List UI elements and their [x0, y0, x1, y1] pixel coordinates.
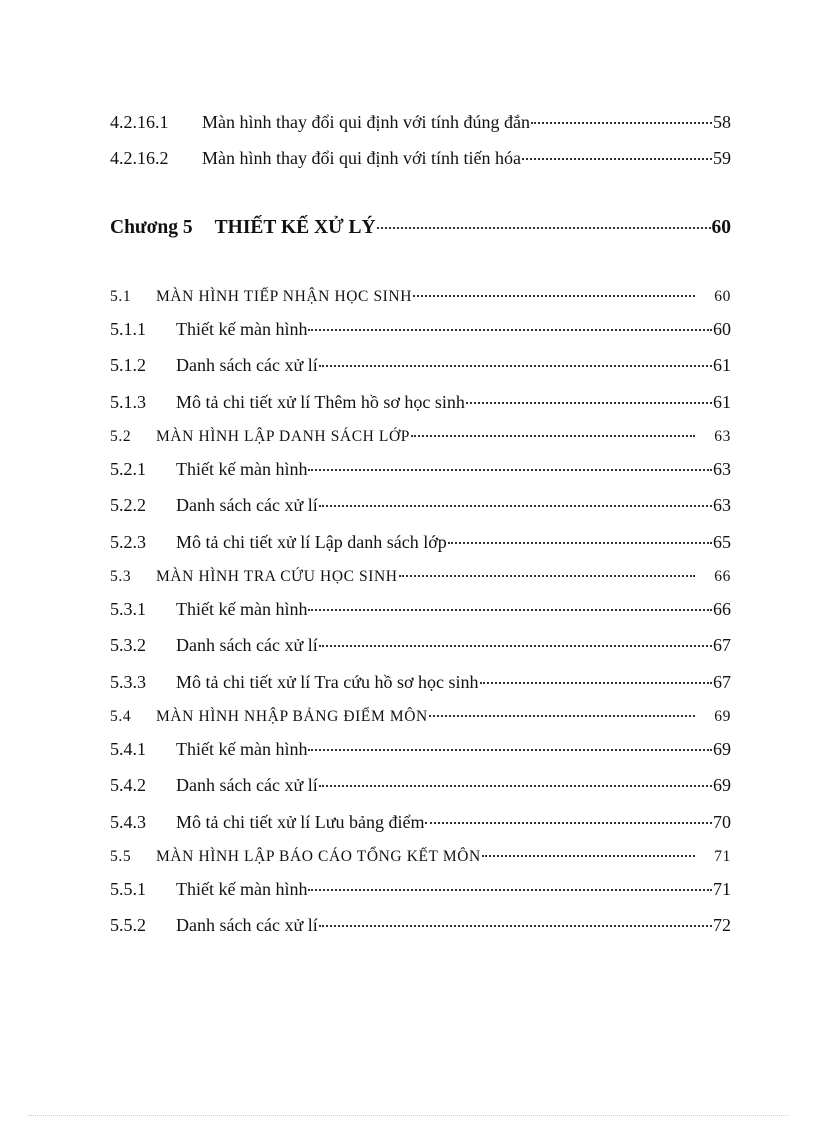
toc-entry-title: MÀN HÌNH TRA CỨU HỌC SINH: [156, 568, 398, 585]
dot-leader: [411, 435, 695, 437]
dot-leader: [429, 715, 695, 717]
toc-entry-page: 60: [714, 288, 731, 305]
toc-entry-page: 67: [713, 672, 731, 692]
dot-leader: [448, 542, 712, 544]
toc-entry-5-5-1[interactable]: [110, 878, 731, 900]
toc-entry-page: 63: [713, 459, 731, 479]
dot-leader: [308, 749, 712, 751]
dot-leader: [399, 575, 696, 577]
toc-entry-number: 5.2: [110, 428, 132, 445]
dot-leader: [425, 822, 712, 824]
toc-entry-5-4[interactable]: [110, 706, 731, 728]
toc-entry-number: 5.1: [110, 288, 132, 305]
toc-entry-page: 66: [713, 599, 731, 619]
toc-entry-5-1-3[interactable]: [110, 391, 731, 413]
toc-entry-page: 58: [713, 112, 731, 132]
toc-entry-5-1-2[interactable]: [110, 354, 731, 376]
toc-entry-title: MÀN HÌNH LẬP DANH SÁCH LỚP: [156, 428, 410, 445]
dot-leader: [531, 122, 712, 124]
toc-entry-title: Thiết kế màn hình: [176, 319, 308, 339]
toc-entry-number: 5.4.2: [110, 775, 146, 795]
toc-entry-title: Thiết kế màn hình: [176, 739, 308, 759]
toc-entry-page: 72: [713, 915, 731, 935]
toc-entry-page: 59: [713, 148, 731, 168]
dot-leader: [319, 505, 712, 507]
toc-entry-5-1-1[interactable]: [110, 318, 731, 340]
toc-entry-5-3[interactable]: [110, 566, 731, 588]
toc-entry-5-4-3[interactable]: [110, 811, 731, 833]
toc-entry-number: 5.4.3: [110, 812, 146, 832]
toc-entry-5-3-1[interactable]: [110, 598, 731, 620]
toc-entry-title: MÀN HÌNH NHẬP BẢNG ĐIỂM MÔN: [156, 708, 428, 725]
toc-entry-number: 5.3.3: [110, 672, 146, 692]
toc-entry-page: 67: [713, 635, 731, 655]
dot-leader: [466, 402, 712, 404]
toc-entry-title: Danh sách các xử lí: [176, 775, 318, 795]
toc-entry-5-4-2[interactable]: [110, 774, 731, 796]
toc-entry-number: 5.5: [110, 848, 132, 865]
dot-leader: [482, 855, 696, 857]
toc-entry-title: Mô tả chi tiết xử lí Lưu bảng điểm: [176, 812, 425, 832]
dot-leader: [319, 925, 712, 927]
toc-entry-page: 63: [714, 428, 731, 445]
toc-entry-title: Thiết kế màn hình: [176, 459, 308, 479]
toc-entry-number: 5.2.3: [110, 532, 146, 552]
toc-entry-5-2-3[interactable]: [110, 531, 731, 553]
toc-entry-4-2-16-1[interactable]: [110, 111, 731, 133]
dot-leader: [413, 295, 695, 297]
toc-chapter-number: Chương 5: [110, 217, 193, 238]
toc-entry-number: 5.5.2: [110, 915, 146, 935]
toc-entry-5-5-2[interactable]: [110, 914, 731, 936]
toc-entry-title: Thiết kế màn hình: [176, 879, 308, 899]
toc-entry-title: Màn hình thay đổi qui định với tính tiến hóa: [202, 148, 521, 168]
toc-entry-page: 61: [713, 355, 731, 375]
toc-entry-4-2-16-2[interactable]: [110, 147, 731, 169]
toc-entry-title: Thiết kế màn hình: [176, 599, 308, 619]
toc-entry-number: 4.2.16.1: [110, 112, 169, 132]
toc-entry-title: Danh sách các xử lí: [176, 495, 318, 515]
toc-entry-number: 5.5.1: [110, 879, 146, 899]
toc-entry-page: 71: [714, 848, 731, 865]
toc-entry-title: Mô tả chi tiết xử lí Thêm hồ sơ học sinh: [176, 392, 465, 412]
dot-leader: [308, 889, 712, 891]
dot-leader: [319, 645, 712, 647]
toc-entry-5-2[interactable]: [110, 426, 731, 448]
page-bottom-rule: [28, 1115, 788, 1116]
toc-entry-chapter-5[interactable]: [110, 217, 731, 239]
toc-entry-5-5[interactable]: [110, 846, 731, 868]
toc-entry-title: Danh sách các xử lí: [176, 915, 318, 935]
toc-entry-number: 5.1.2: [110, 355, 146, 375]
dot-leader: [522, 158, 712, 160]
toc-entry-page: 69: [713, 739, 731, 759]
dot-leader: [319, 785, 712, 787]
toc-entry-page: 70: [713, 812, 731, 832]
toc-entry-5-3-3[interactable]: [110, 671, 731, 693]
toc-entry-number: 4.2.16.2: [110, 148, 169, 168]
toc-entry-number: 5.1.1: [110, 319, 146, 339]
toc-entry-5-2-1[interactable]: [110, 458, 731, 480]
dot-leader: [308, 469, 712, 471]
toc-entry-5-4-1[interactable]: [110, 738, 731, 760]
toc-entry-title: Màn hình thay đổi qui định với tính đúng đắn: [202, 112, 530, 132]
toc-entry-page: 69: [714, 708, 731, 725]
toc-entry-title: MÀN HÌNH TIẾP NHẬN HỌC SINH: [156, 288, 413, 305]
toc-entry-title: Mô tả chi tiết xử lí Lập danh sách lớp: [176, 532, 447, 552]
toc-entry-page: 61: [713, 392, 731, 412]
toc-entry-number: 5.1.3: [110, 392, 146, 412]
toc-entry-page: 60: [713, 319, 731, 339]
toc-entry-page: 71: [713, 879, 731, 899]
dot-leader: [319, 365, 712, 367]
dot-leader: [308, 609, 712, 611]
toc-entry-title: MÀN HÌNH LẬP BÁO CÁO TỔNG KẾT MÔN: [156, 848, 481, 865]
toc-entry-page: 60: [711, 217, 731, 238]
toc-entry-page: 69: [713, 775, 731, 795]
toc-entry-number: 5.4: [110, 708, 132, 725]
toc-entry-5-1[interactable]: [110, 286, 731, 308]
toc-chapter-title: THIẾT KẾ XỬ LÝ: [214, 217, 376, 238]
toc-entry-number: 5.3: [110, 568, 132, 585]
toc-entry-number: 5.3.1: [110, 599, 146, 619]
toc-entry-title: Danh sách các xử lí: [176, 355, 318, 375]
toc-entry-title: Danh sách các xử lí: [176, 635, 318, 655]
toc-entry-page: 65: [713, 532, 731, 552]
toc-entry-number: 5.4.1: [110, 739, 146, 759]
toc-entry-page: 66: [714, 568, 731, 585]
dot-leader: [377, 227, 711, 229]
dot-leader: [480, 682, 712, 684]
toc-entry-title: Mô tả chi tiết xử lí Tra cứu hồ sơ học sinh: [176, 672, 479, 692]
toc-entry-5-3-2[interactable]: [110, 634, 731, 656]
toc-entry-number: 5.3.2: [110, 635, 146, 655]
toc-entry-page: 63: [713, 495, 731, 515]
toc-entry-number: 5.2.2: [110, 495, 146, 515]
toc-entry-5-2-2[interactable]: [110, 494, 731, 516]
toc-entry-number: 5.2.1: [110, 459, 146, 479]
dot-leader: [308, 329, 712, 331]
